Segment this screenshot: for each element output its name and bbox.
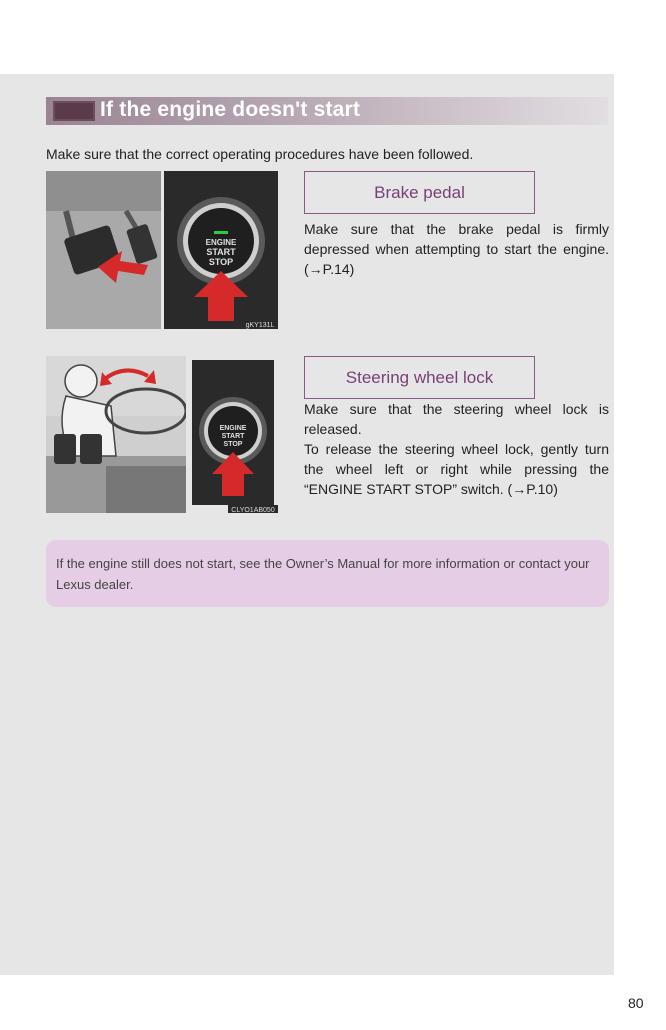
engine-button-text-2: START (206, 247, 236, 257)
engine-button-text-4: ENGINE (219, 425, 247, 432)
note-box (46, 540, 609, 607)
brake-pedal-text: Make sure that the brake pedal is firmly depressed when attempting to start the engine. (→P.14) (304, 221, 609, 277)
intro-text: Make sure that the correct operating procedures have been followed. (46, 146, 474, 162)
engine-button-text-1: ENGINE (205, 238, 237, 247)
steering-wheel-illustration (46, 356, 278, 513)
brake-pedal-illustration (46, 171, 278, 329)
section-title-bar (46, 97, 608, 125)
steering-wheel-image (46, 356, 278, 513)
section-title: If the engine doesn't start (100, 98, 361, 121)
brake-image-code: gKY131L (245, 322, 275, 329)
note-text: If the engine still does not start, see the Owner’s Manual for more information or contact your Lexus dealer. (56, 556, 590, 592)
steering-wheel-lock-label: Steering wheel lock (304, 356, 535, 399)
steering-wheel-text-1: Make sure that the steering wheel lock is released. (304, 401, 609, 437)
steering-wheel-text-2: To release the steering wheel lock, gently turn the wheel left or right while pressing the “ENGINE START STOP” switch. (→P.10) (304, 441, 609, 497)
title-swatch (53, 101, 95, 121)
brake-pedal-label: Brake pedal (304, 171, 535, 214)
engine-button-text-3: STOP (208, 257, 234, 267)
page-number: 80 (628, 995, 644, 1011)
steering-image-code: CLYO1AB050 (231, 507, 275, 513)
engine-button-text-6: STOP (223, 441, 243, 448)
brake-pedal-image (46, 171, 278, 329)
engine-button-text-5: START (221, 433, 245, 440)
